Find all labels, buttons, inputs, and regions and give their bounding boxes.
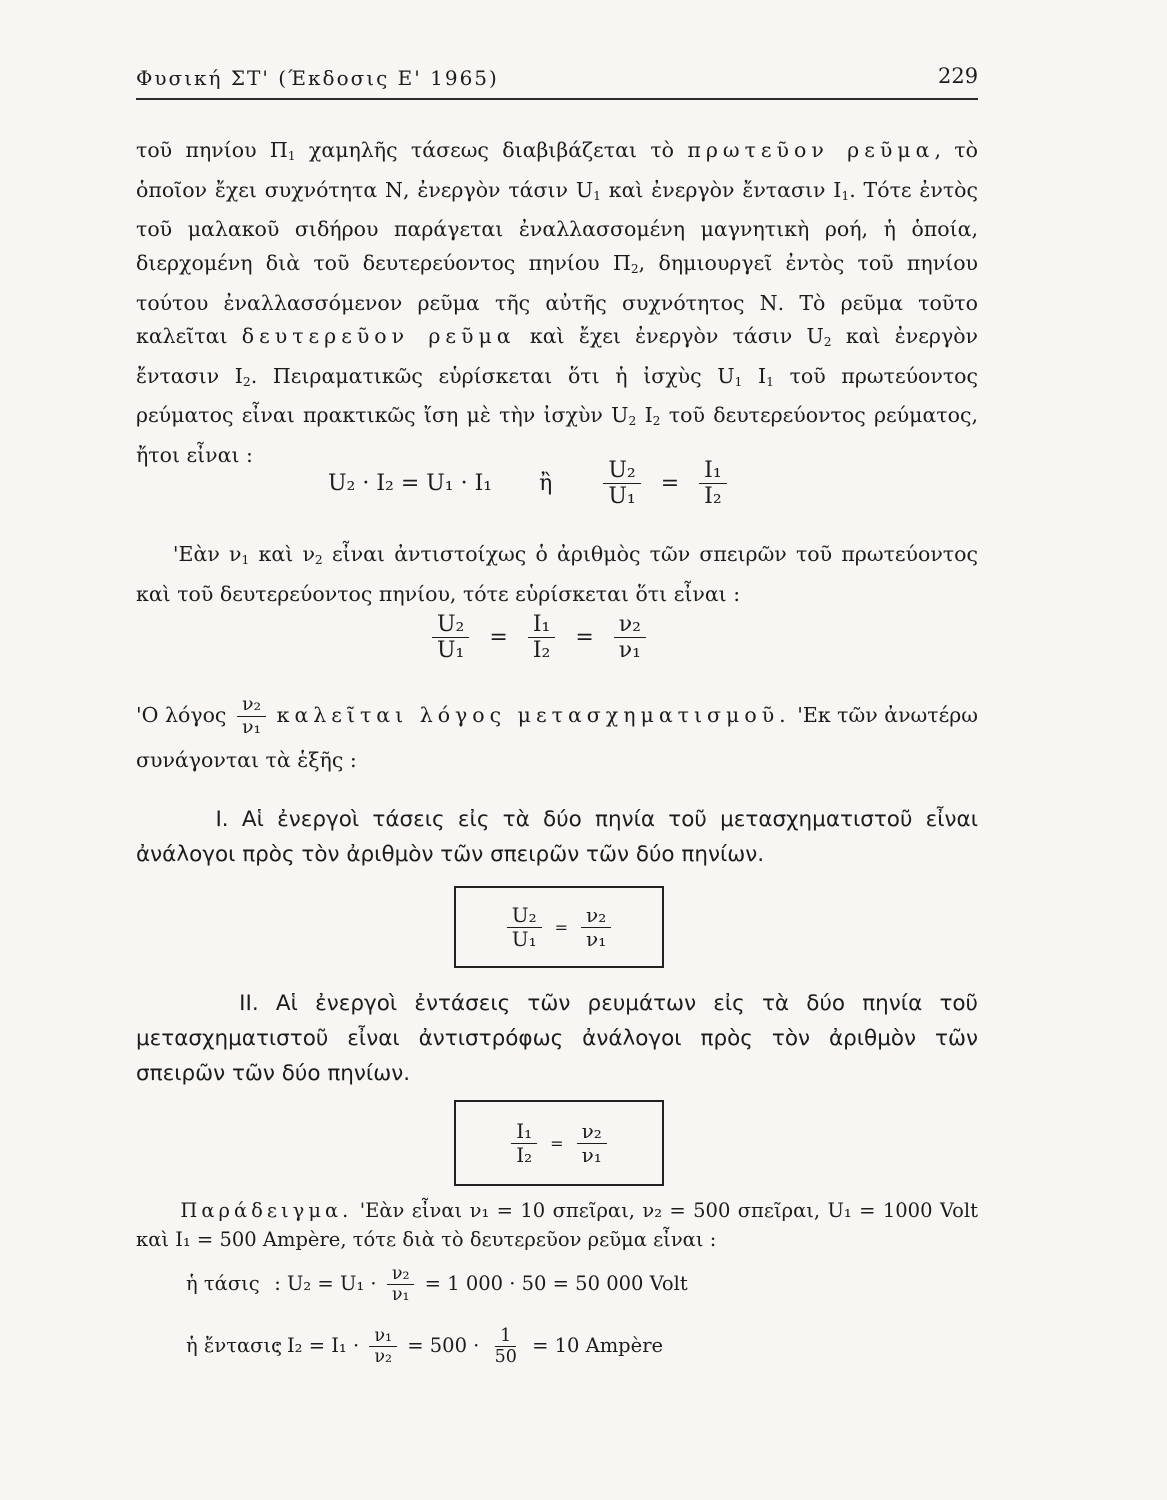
paragraph-transformation-ratio: 'Ο λόγος $\frac{\text{ν₂}}{\text{ν₁}}$ καλεῖται λόγος μετασχηματισμοῦ. 'Εκ τῶν ἀνωτέρω συνάγονται τὰ ἑξῆς : [136,693,978,772]
running-header: Φυσική ΣΤ' (Έκδοσις Ε' 1965) [136,66,499,90]
paragraph-turns: 'Εὰν $\nu_1$ καὶ $\nu_2$ εἶναι ἀντιστοίχως ὁ ἀριθμὸς τῶν σπειρῶν τοῦ πρωτεύοντος καὶ τοῦ δευτερεύοντος πηνίου, τότε εὑρίσκεται ὅτι εἶναι : [136,542,978,606]
rule-voltages: Ι. Αἱ ἐνεργοὶ τάσεις εἰς τὰ δύο πηνία τοῦ μετασχηματιστοῦ εἶναι ἀνάλογοι πρὸς τὸν ἀριθμὸν τῶν σπειρῶν τῶν δύο πηνίων. [136,807,978,867]
calc-voltage: ἡ τάσις : U₂ = U₁ · $\frac{\text{ν₂}}{\text{ν₁}}$ = 1 000 · 50 = 50 000 Volt [186,1264,688,1306]
page-number: 229 [938,64,979,88]
term-secondary-current: δευτερεῦον ρεῦμα [241,324,516,349]
calc-current: ἡ ἔντασις : I₂ = I₁ · $\frac{\text{ν₁}}{\text{ν₂}}$ = 500 · $\frac{1}{50}$ = 10 Ampère [186,1326,664,1368]
rule-currents: ΙΙ. Αἱ ἐνεργοὶ ἐντάσεις τῶν ρευμάτων εἰς τὰ δύο πηνία τοῦ μετασχηματιστοῦ εἶναι ἀντιστρόφως ἀνάλογοι πρὸς τὸν ἀριθμὸν τῶν σπειρῶν τῶν δύο πηνίων. [136,991,978,1086]
example-label: Παράδειγμα. [180,1199,353,1222]
power-equation: U₂ · I₂ = U₁ · I₁ ἢ $\frac{\text{U₂}}{\text{U₁}}$ = $\frac{\text{I₁}}{\text{I₂}}$ [328,458,731,510]
paragraph-primary-secondary-current: τοῦ πηνίου $\Pi_1$ χαμηλῆς τάσεως διαβιβάζεται τὸ πρωτεῦον ρεῦμα, τὸ ὁποῖον ἔχει συχνότητα Ν, ἐνεργὸν τάσιν $U_1$ καὶ ἐνεργὸν ἔντασιν $I_1$. Τότε ἐντὸς τοῦ μαλακοῦ σιδήρου παράγεται ἐναλλασσομένη μαγνητικὴ ροή, ἡ ὁποία, διερχομένη διὰ τοῦ δευτερεύοντος πηνίου $\Pi_2$, δημιουργεῖ ἐντὸς τοῦ πηνίου τούτου ἐναλλασσόμενον ρεῦμα τῆς αὐτῆς συχνότητος Ν. Τὸ ρεῦμα τοῦτο καλεῖται δευτερεῦον ρεῦμα καὶ ἔχει ἐνεργὸν τάσιν $U_2$ καὶ ἐνεργὸν ἔντασιν $I_2$. Πειραματικῶς εὑρίσκεται ὅτι ἡ ἰσχὺς $U_1$ $I_1$ τοῦ πρωτεύοντος ρεύματος εἶναι πρακτικῶς ἴση μὲ τὴν ἰσχὺν $U_2$ $I_2$ τοῦ δευτερεύοντος ρεύματος, ἤτοι εἶναι : [136,138,979,468]
header-rule [136,98,978,100]
term-primary-current: πρωτεῦον ρεῦμα [687,138,935,162]
term-transformation-ratio: καλεῖται λόγος μετασχηματισμοῦ. [276,703,791,727]
example-paragraph: Παράδειγμα. 'Εὰν εἶναι ν₁ = 10 σπεῖραι, ν₂ = 500 σπεῖραι, U₁ = 1000 Volt καὶ I₁ = 500 Ampère, τότε διὰ τὸ δευτερεῦον ρεῦμα εἶναι : [136,1199,978,1251]
formula-box-currents: $\frac{\text{I₁}}{\text{I₂}}$ = $\frac{\text{ν₂}}{\text{ν₁}}$ [454,1100,664,1186]
formula-box-voltages: $\frac{\text{U₂}}{\text{U₁}}$ = $\frac{\text{ν₂}}{\text{ν₁}}$ [454,886,664,968]
turns-ratio-equation: $\frac{\text{U₂}}{\text{U₁}}$ = $\frac{\text{I₁}}{\text{I₂}}$ = $\frac{\text{ν₂}}{\text{ν₁}}$ [428,612,650,664]
